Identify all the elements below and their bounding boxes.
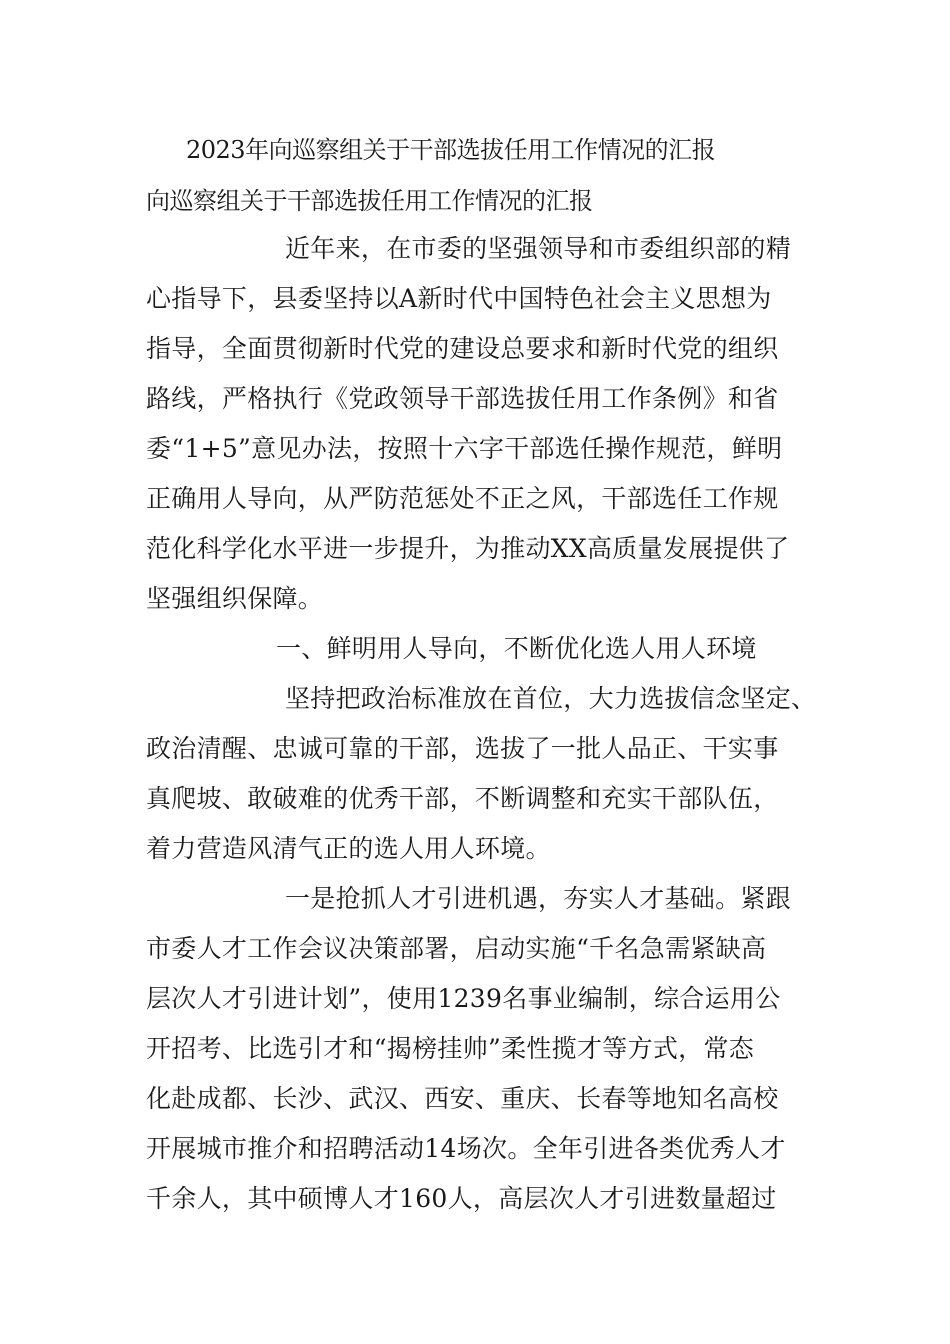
paragraph-line: 层次人才引进计划”，使用1239名事业编制，综合运用公 xyxy=(146,984,781,1013)
paragraph-line: 指导，全面贯彻新时代党的建设总要求和新时代党的组织 xyxy=(146,334,779,363)
paragraph-line: 开招考、比选引才和“揭榜挂帅”柔性揽才等方式，常态 xyxy=(146,1034,755,1063)
paragraph-line: 着力营造风清气正的选人用人环境。 xyxy=(146,834,551,863)
paragraph-line: 市委人才工作会议决策部署，启动实施“千名急需紧缺高 xyxy=(146,934,767,963)
paragraph-line: 正确用人导向，从严防范惩处不正之风，干部选任工作规 xyxy=(146,484,779,513)
paragraph-line: 开展城市推介和招聘活动14场次。全年引进各类优秀人才 xyxy=(146,1134,786,1163)
paragraph-line: 路线，严格执行《党政领导干部选拔任用工作条例》和省 xyxy=(146,384,779,413)
paragraph-line: 化赴成都、长沙、武汉、西安、重庆、长春等地知名高校 xyxy=(146,1084,779,1113)
paragraph-line: 范化科学化水平进一步提升，为推动XX高质量发展提供了 xyxy=(146,534,790,563)
paragraph-line: 坚持把政治标准放在首位，大力选拔信念坚定、 xyxy=(285,684,817,713)
paragraph-line: 千余人，其中硕博人才160人，高层次人才引进数量超过 xyxy=(146,1184,777,1213)
document-subtitle: 向巡察组关于干部选拔任用工作情况的汇报 xyxy=(146,187,593,215)
paragraph-line: 心指导下，县委坚持以A新时代中国特色社会主义思想为 xyxy=(146,284,772,313)
paragraph-line: 坚强组织保障。 xyxy=(146,584,324,613)
paragraph-line: 政治清醒、忠诚可靠的干部，选拔了一批人品正、干实事 xyxy=(146,734,779,763)
section-heading: 一、鲜明用人导向，不断优化选人用人环境 xyxy=(276,634,757,663)
paragraph-line: 真爬坡、敢破难的优秀干部，不断调整和充实干部队伍， xyxy=(146,784,779,813)
paragraph-line: 近年来，在市委的坚强领导和市委组织部的精 xyxy=(285,234,792,263)
paragraph-line: 一是抢抓人才引进机遇，夯实人才基础。紧跟 xyxy=(285,884,792,913)
document-title: 2023年向巡察组关于干部选拔任用工作情况的汇报 xyxy=(186,136,716,164)
paragraph-line: 委“1+5”意见办法，按照十六字干部选任操作规范，鲜明 xyxy=(146,434,783,463)
